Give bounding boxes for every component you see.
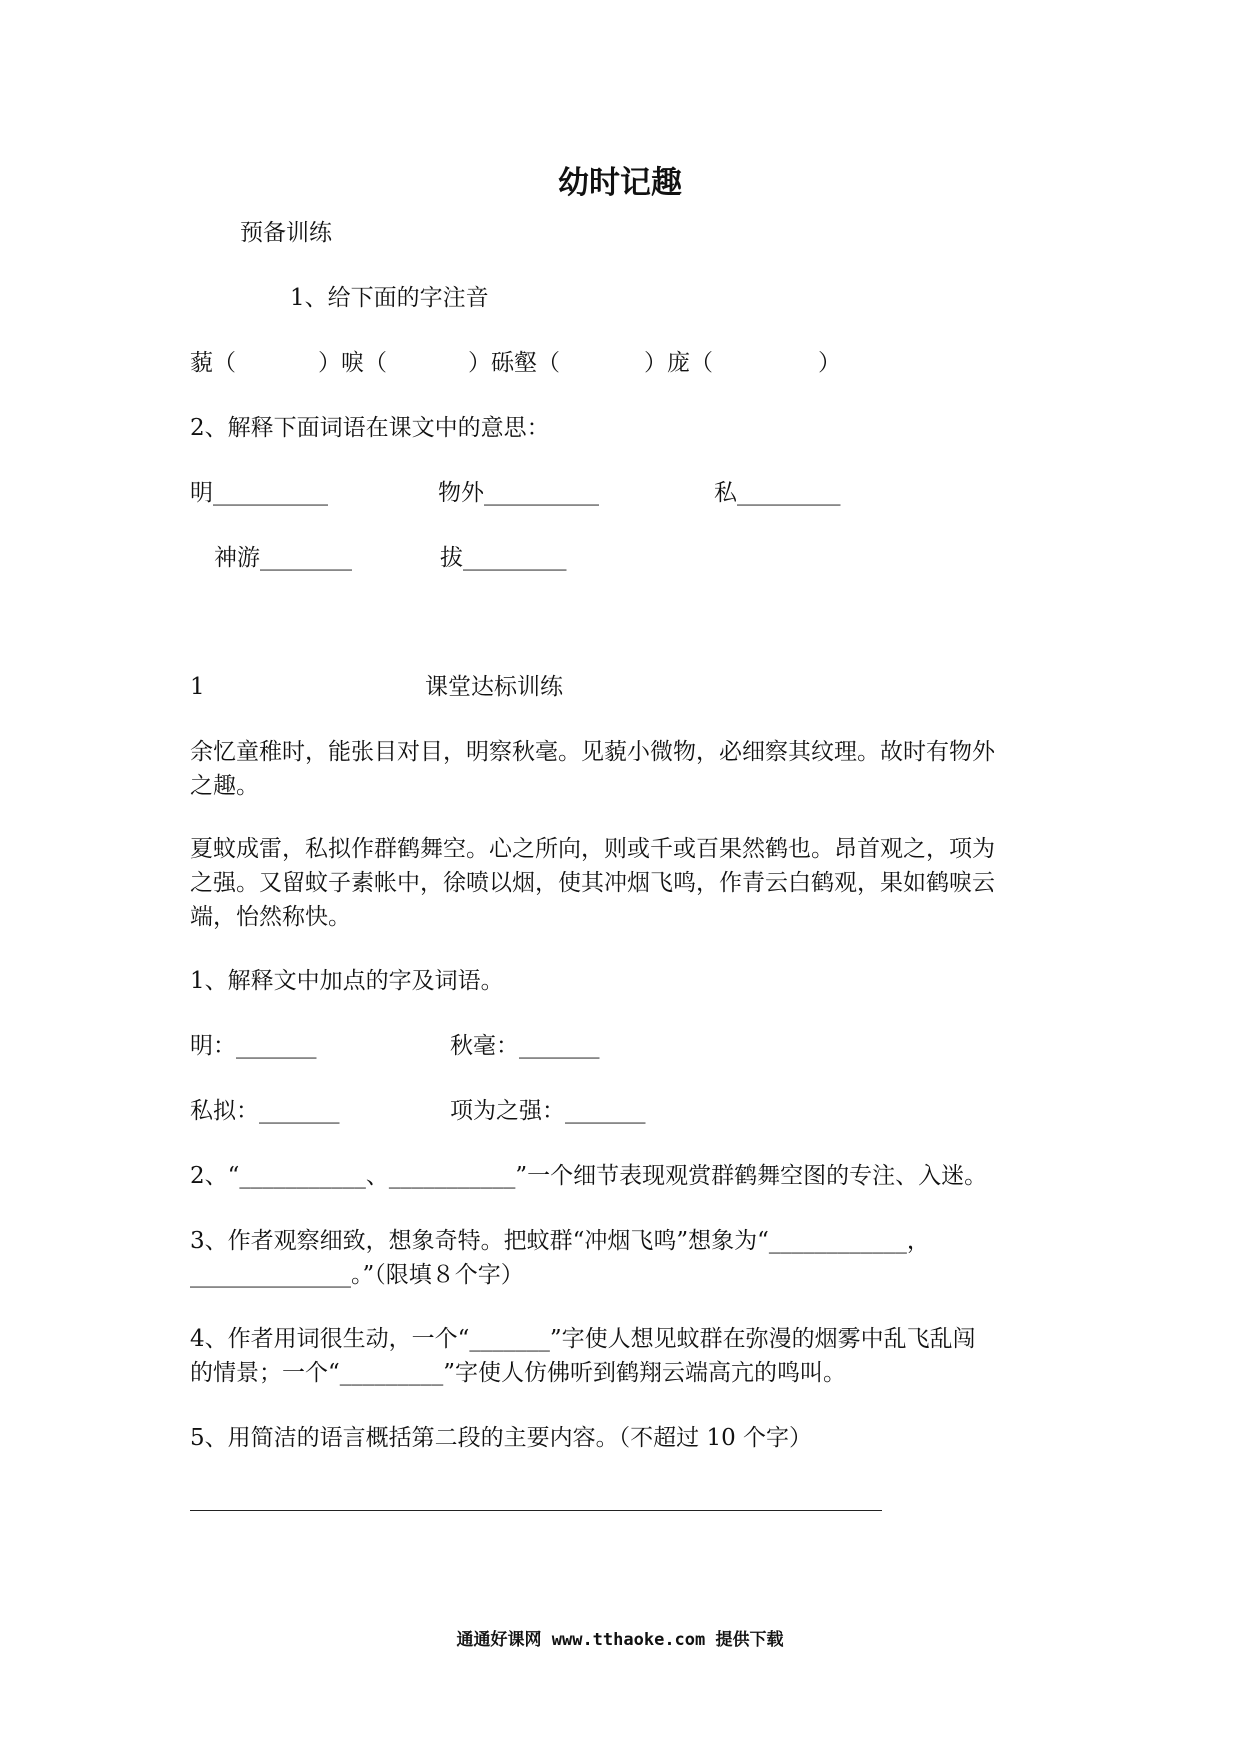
answer-line bbox=[190, 1510, 882, 1511]
term-blank: 私_________ bbox=[714, 480, 841, 506]
definition-blank: 项为之强：_______ bbox=[450, 1098, 646, 1124]
question-classroom-3-cont: ______________。”（限填８个字） bbox=[190, 1262, 524, 1288]
term-blank: 明__________ bbox=[190, 480, 328, 506]
passage-line: 余忆童稚时，能张目对目，明察秋毫。见藐小微物，必细察其纹理。故时有物外 bbox=[190, 739, 995, 765]
definition-blank: 秋毫：_______ bbox=[450, 1033, 600, 1059]
term-blank: 拔_________ bbox=[440, 545, 567, 571]
passage-line: 夏蚊成雷，私拟作群鹤舞空。心之所向，则或千或百果然鹤也。昂首观之，项为 bbox=[190, 836, 995, 862]
question-classroom-5: 5、用简洁的语言概括第二段的主要内容。（不超过 10 个字） bbox=[190, 1425, 813, 1451]
passage-line: 端，怡然称快。 bbox=[190, 904, 351, 930]
passage-line: 之趣。 bbox=[190, 773, 259, 799]
definition-blank: 明：_______ bbox=[190, 1033, 317, 1059]
definition-blank: 私拟：_______ bbox=[190, 1098, 340, 1124]
term-blank: 神游________ bbox=[214, 545, 352, 571]
question-classroom-4-cont: 的情景；一个“_________”字使人仿佛听到鹤翔云端高亢的鸣叫。 bbox=[190, 1360, 847, 1386]
page-footer: 通通好课网 www.tthaoke.com 提供下载 bbox=[456, 1630, 784, 1650]
pinyin-item: ）唳（ bbox=[318, 350, 387, 376]
question-classroom-4: 4、作者用词很生动，一个“_______”字使人想见蚊群在弥漫的烟雾中乱飞乱闯 bbox=[190, 1326, 976, 1352]
question-prep-2: 2、解释下面词语在课文中的意思： bbox=[190, 415, 550, 441]
term-blank: 物外__________ bbox=[438, 480, 599, 506]
question-classroom-2: 2、“___________、___________”一个细节表现观赏群鹤舞空图的专注、入迷。 bbox=[190, 1163, 988, 1189]
section-number: 1 bbox=[190, 674, 205, 700]
question-prep-1: 1、给下面的字注音 bbox=[290, 285, 489, 311]
document-title: 幼时记趣 bbox=[558, 165, 682, 201]
question-classroom-3: 3、作者观察细致，想象奇特。把蚊群“冲烟飞鸣”想象为“____________， bbox=[190, 1228, 930, 1254]
passage-line: 之强。又留蚊子素帐中，徐喷以烟，使其冲烟飞鸣，作青云白鹤观，果如鹤唳云 bbox=[190, 870, 995, 896]
section-heading-classroom: 课堂达标训练 bbox=[425, 674, 563, 700]
pinyin-item: ）庞（ bbox=[644, 350, 713, 376]
pinyin-item: ） bbox=[818, 350, 841, 376]
question-classroom-1: 1、解释文中加点的字及词语。 bbox=[190, 968, 504, 994]
section-heading-prep: 预备训练 bbox=[240, 220, 332, 246]
pinyin-item: ）砾壑（ bbox=[468, 350, 560, 376]
pinyin-item: 藐（ bbox=[190, 350, 236, 376]
